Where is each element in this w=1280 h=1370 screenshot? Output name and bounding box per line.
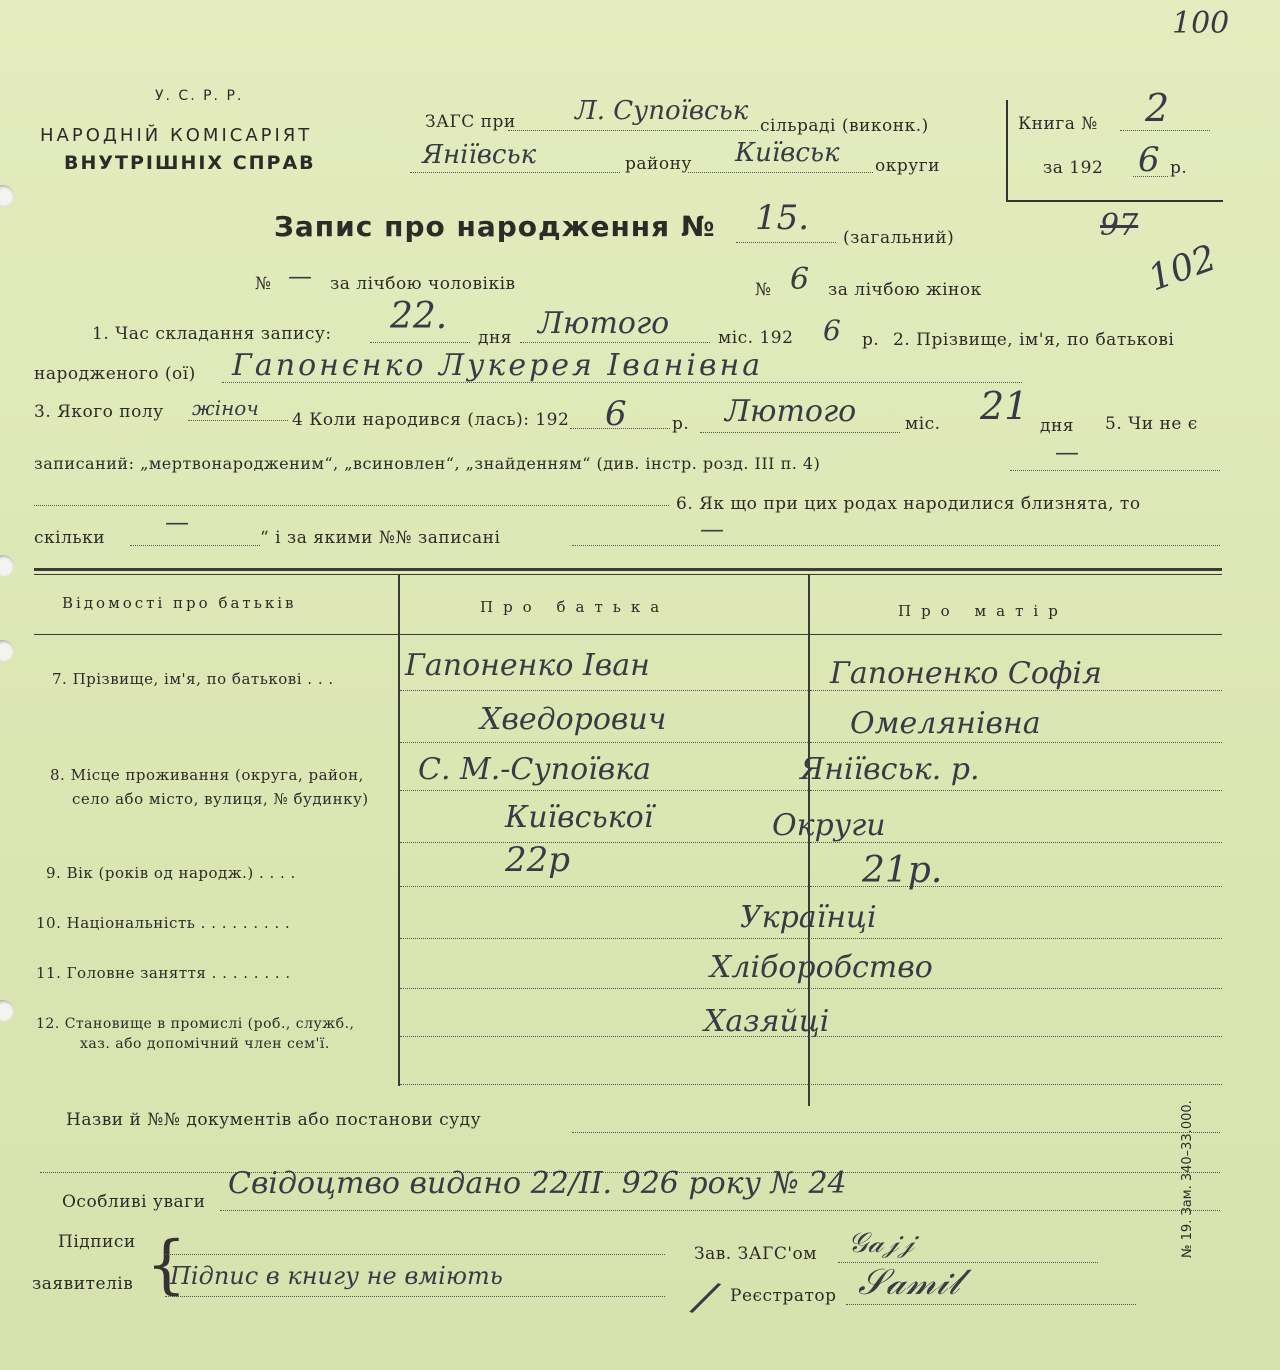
extra-number: 102	[1143, 237, 1222, 300]
row11-shared: Хліборобство	[710, 950, 933, 985]
row7-mother: Гапоненко Софія	[830, 656, 1102, 691]
female-prefix: №	[755, 280, 772, 300]
book-year-digit: 6	[1138, 140, 1160, 180]
row8-father2: Київської	[505, 800, 654, 835]
record-title: Запис про народження №	[274, 210, 716, 243]
notes-label: Особливі уваги	[62, 1192, 206, 1212]
field4-day: 21	[980, 384, 1029, 428]
book-year-suffix: р.	[1170, 158, 1188, 178]
field5-label: 5. Чи не є	[1105, 414, 1198, 434]
field3-value: жіноч	[192, 396, 259, 420]
punch-hole	[0, 185, 14, 207]
okrug-label: округи	[875, 156, 940, 176]
field3-label: 3. Якого полу	[34, 402, 164, 422]
row8-label2: село або місто, вулиця, № будинку)	[72, 790, 369, 808]
field1-month: Лютого	[538, 306, 670, 341]
field6-label3: “ і за якими №№ записані	[260, 528, 501, 548]
print-note: № 19. Зам. 340–33.000.	[1180, 1100, 1195, 1258]
head-label: Зав. ЗАГС'ом	[694, 1244, 817, 1264]
district-value: Яніївськ	[422, 140, 537, 170]
female-label: за лічбою жінок	[828, 280, 982, 300]
field1-year-suffix: р.	[862, 330, 880, 350]
row8-label: 8. Місце проживання (округа, район,	[50, 766, 364, 784]
field5-label2: записаний: „мертвонародженим“, „всиновлен“, „знайденням“ (див. інстр. розд. III п. 4)	[34, 454, 821, 473]
field4-year: 6	[605, 394, 627, 434]
row12-label2: хаз. або допомічний член сем'ї.	[80, 1036, 330, 1052]
head-signature-image: 𝒢𝒶𝒿𝒿	[848, 1226, 914, 1259]
record-number: 15.	[755, 198, 810, 238]
book-label: Книга №	[1018, 114, 1098, 134]
signatures-value: Підпис в книгу не вміють	[170, 1262, 503, 1290]
male-prefix: №	[255, 274, 272, 294]
punch-hole	[0, 1000, 14, 1022]
corner-number: 100	[1172, 6, 1230, 41]
field6-label: 6. Як що при цих родах народилися близнята, то	[676, 494, 1141, 514]
field2-label2: народженого (ої)	[34, 364, 196, 384]
signatures-label: Підписи	[58, 1232, 136, 1252]
district-label: району	[625, 154, 692, 174]
col-mother-header: Про матір	[898, 602, 1068, 620]
field1-label: 1. Час складання запису:	[92, 324, 332, 344]
row8-mother2: Округи	[772, 808, 886, 843]
registrar-label: Реєстратор	[730, 1286, 837, 1306]
zags-prefix: ЗАГС при	[425, 112, 516, 132]
field2-label: 2. Прізвище, ім'я, по батькові	[893, 330, 1175, 350]
okrug-value: Київськ	[735, 138, 840, 168]
table-divider-1	[398, 574, 400, 1086]
field1-month-label: міс. 192	[718, 328, 794, 348]
field1-day: 22.	[390, 296, 448, 337]
book-year-prefix: за 192	[1043, 158, 1104, 178]
male-value: —	[288, 262, 312, 290]
row12-label: 12. Становище в промислі (роб., служб.,	[36, 1016, 355, 1032]
row9-father: 22р	[505, 840, 571, 880]
signatures-label2: заявителів	[32, 1274, 134, 1294]
col-info-header: Відомості про батьків	[62, 594, 297, 612]
zags-village: Л. Супоївськ	[575, 96, 749, 126]
field5-value: —	[1055, 438, 1079, 466]
field6-label2: скільки	[34, 528, 106, 548]
header-state: У. С. Р. Р.	[155, 88, 244, 104]
field4-month: Лютого	[725, 394, 857, 429]
zags-suffix: сільраді (виконк.)	[760, 116, 929, 136]
general-label: (загальний)	[843, 228, 955, 248]
row11-label: 11. Головне заняття . . . . . . . .	[36, 964, 291, 982]
field1-year: 6	[823, 314, 841, 347]
row10-label: 10. Національність . . . . . . . . .	[36, 914, 291, 932]
field4-day-label: дня	[1040, 416, 1075, 436]
registrar-signature-image: 𝒮𝒶𝓂𝒾𝓁	[858, 1262, 960, 1303]
row7-mother2: Омелянівна	[850, 706, 1041, 741]
row7-father2: Хведорович	[480, 702, 667, 737]
docs-label: Назви й №№ документів або постанови суду	[66, 1110, 482, 1130]
col-father-header: Про батька	[480, 598, 670, 616]
female-value: 6	[790, 262, 810, 297]
row7-father: Гапоненко Іван	[405, 648, 650, 683]
header-ministry: ВНУТРІШНІХ СПРАВ	[64, 152, 316, 174]
field4-year-suffix: р.	[672, 414, 690, 434]
table-top-rule	[34, 568, 1222, 571]
field4-month-label: міс.	[905, 414, 941, 434]
signatures-brace: {	[146, 1228, 187, 1302]
row12-shared: Хазяйці	[704, 1004, 830, 1039]
row10-shared: Українці	[740, 900, 877, 935]
row7-label: 7. Прізвище, ім'я, по батькові . . .	[52, 670, 334, 688]
row8-father: С. М.-Супоївка	[418, 752, 652, 787]
male-label: за лічбою чоловіків	[330, 274, 516, 294]
field6-value: —	[165, 508, 189, 536]
field6-value2: —	[700, 515, 724, 543]
punch-hole	[0, 640, 14, 662]
field1-day-label: дня	[478, 328, 513, 348]
field4-label: 4 Коли народився (лась): 192	[292, 410, 570, 430]
notes-value: Свідоцтво видано 22/II. 926 року № 24	[228, 1166, 847, 1201]
row9-mother: 21р.	[862, 850, 943, 891]
row9-label: 9. Вік (років од народж.) . . . .	[46, 864, 296, 882]
general-number: 97	[1100, 208, 1139, 243]
slash-mark: /	[690, 1270, 721, 1325]
header-commissariat: НАРОДНІЙ КОМІСАРІЯТ	[40, 125, 313, 146]
field2-value: Гапонєнко Лукерея Іванівна	[232, 348, 764, 383]
row8-mother: Яніївськ. р.	[800, 752, 980, 787]
punch-hole	[0, 555, 14, 577]
book-number: 2	[1145, 86, 1170, 130]
